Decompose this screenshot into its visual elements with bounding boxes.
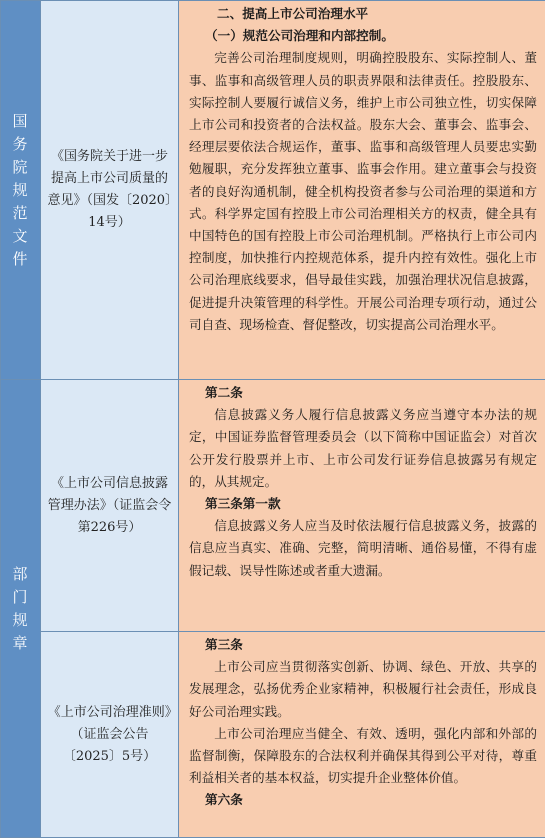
category-cell <box>1 1 41 380</box>
content-paragraph: 信息披露义务人应当及时依法履行信息披露义务，披露的信息应当真实、准确、完整，简明清晰、通俗易懂，不得有虚假记载、误导性陈述或者重大遗漏。 <box>189 515 537 582</box>
category-label: 部门规章 <box>12 563 30 655</box>
content-cell <box>179 1 545 380</box>
content-cell <box>179 380 545 632</box>
section-heading: 二、提高上市公司治理水平 <box>189 3 537 25</box>
content-paragraph: 完善公司治理制度规则，明确控股股东、实际控制人、董事、监事和高级管理人员的职责界限和法律责任。控股股东、实际控制人要履行诚信义务，维护上市公司独立性，切实保障上市公司和投资者的合法权益。股东大会、董事会、监事会、经理层要依法合规运作，董事、监事和高级管理人员要忠实勤勉履职，充分发挥独立董事、监事会作用。建立董事会与投资者的良好沟通机制，健全机构投资者参与公司治理的渠道和方式。科学界定国有控股上市公司治理相关方的权责，健全具有中国特色的国有控股上市公司治理机制。严格执行上市公司内控制度，加快推行内控规范体系，提升内控有效性。强化上市公司治理底线要求，倡导最佳实践，加强治理状况信息披露，促进提升决策管理的科学性。开展公司治理专项行动，通过公司自查、现场检查、督促整改，切实提高公司治理水平。 <box>189 47 537 336</box>
document-title: 《国务院关于进一步提高上市公司质量的意见》（国发〔2020〕14号） <box>47 146 172 234</box>
article-title: 第六条 <box>189 789 537 811</box>
article-title: 第三条 <box>189 634 537 656</box>
subsection-heading: （一）规范公司治理和内部控制。 <box>189 25 537 47</box>
content-paragraph: 信息披露义务人履行信息披露义务应当遵守本办法的规定，中国证券监督管理委员会（以下简称中国证监会）对首次公开发行股票并上市、上市公司发行证券信息披露另有规定的，从其规定。 <box>189 404 537 493</box>
table-row <box>1 1 545 380</box>
document-title-cell <box>41 632 179 838</box>
document-title-cell <box>41 1 179 380</box>
table-row <box>1 380 545 632</box>
document-title: 《上市公司信息披露管理办法》（证监会令第226号） <box>47 473 172 539</box>
article-title: 第三条第一款 <box>189 493 537 515</box>
content-paragraph: 上市公司治理应当健全、有效、透明，强化内部和外部的监督制衡，保障股东的合法权利并确保其得到公平对待，尊重利益相关者的基本权益，切实提升企业整体价值。 <box>189 723 537 790</box>
article-title: 第二条 <box>189 382 537 404</box>
content-paragraph: 上市公司应当贯彻落实创新、协调、绿色、开放、共享的发展理念，弘扬优秀企业家精神，积极履行社会责任，形成良好公司治理实践。 <box>189 656 537 723</box>
category-cell <box>1 380 41 838</box>
document-title-cell <box>41 380 179 632</box>
document-title: 《上市公司治理准则》（证监会公告〔2025〕5号） <box>47 702 172 768</box>
table-row <box>1 632 545 838</box>
content-cell <box>179 632 545 838</box>
category-label: 国务院规范文件 <box>12 110 30 271</box>
